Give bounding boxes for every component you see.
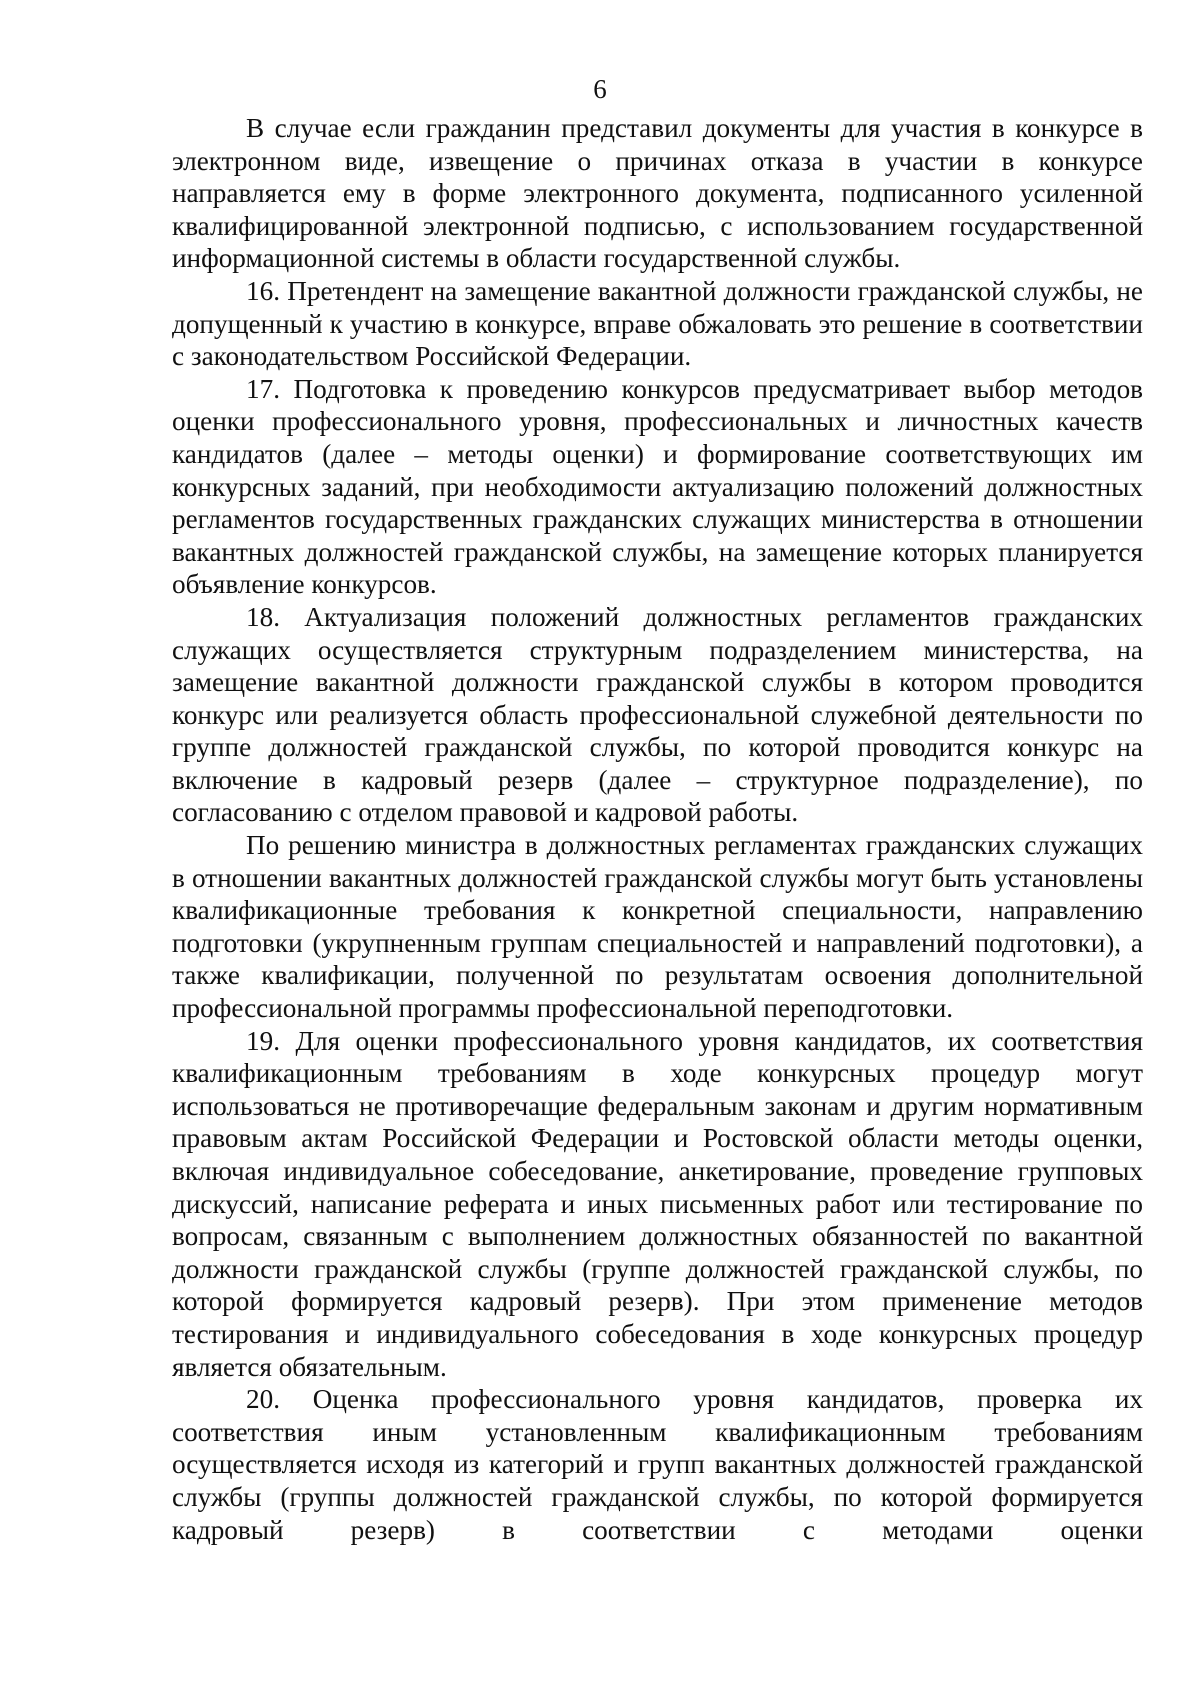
paragraph-17-preparation: 17. Подготовка к проведению конкурсов предусматривает выбор методов оценки профессионального уровня, профессиональных и личностных качеств кандидатов (далее – методы оценки) и формирование соответствующих им конкурсных заданий, при необходимости актуализацию положений должностных регламентов государственных гражданских служащих министерства в отношении вакантных должностей гражданской службы, на замещение которых планируется объявление конкурсов. <box>172 373 1143 600</box>
paragraph-18-regulations-update: 18. Актуализация положений должностных регламентов гражданских служащих осуществляется структурным подразделением министерства, на замещение вакантной должности гражданской службы в котором проводится конкурс или реализуется область профессиональной служебной деятельности по группе должностей гражданской службы, по которой проводится конкурс на включение в кадровый резерв (далее – структурное подразделение), по согласованию с отделом правовой и кадровой работы. <box>172 601 1143 828</box>
paragraph-16-appeal: 16. Претендент на замещение вакантной должности гражданской службы, не допущенный к участию в конкурсе, вправе обжаловать это решение в соответствии с законодательством Российской Федерации. <box>172 275 1143 372</box>
document-body <box>172 112 1143 1546</box>
paragraph-20-assessment: 20. Оценка профессионального уровня кандидатов, проверка их соответствия иным установленным квалификационным требованиям осуществляется исходя из категорий и групп вакантных должностей гражданской службы (группы должностей гражданской службы, по которой формируется кадровый резерв) в соответствии с методами оценки <box>172 1384 1143 1545</box>
page-number: 6 <box>593 74 607 104</box>
paragraph-minister-decision: По решению министра в должностных регламентах гражданских служащих в отношении вакантных должностей гражданской службы могут быть установлены квалификационные требования к конкретной специальности, направлению подготовки (укрупненным группам специальностей и направлений подготовки), а также квалификации, полученной по результатам освоения дополнительной профессиональной программы профессиональной переподготовки. <box>172 830 1143 1024</box>
paragraph-19-assessment-methods: 19. Для оценки профессионального уровня кандидатов, их соответствия квалификационным требованиям в ходе конкурсных процедур могут использоваться не противоречащие федеральным законам и другим нормативным правовым актам Российской Федерации и Ростовской области методы оценки, включая индивидуальное собеседование, анкетирование, проведение групповых дискуссий, написание реферата и иных письменных работ или тестирование по вопросам, связанным с выполнением должностных обязанностей по вакантной должности гражданской службы (группе должностей гражданской службы, по которой формируется кадровый резерв). При этом применение методов тестирования и индивидуального собеседования в ходе конкурсных процедур является обязательным. <box>172 1025 1143 1382</box>
paragraph-electronic-notice: В случае если гражданин представил документы для участия в конкурсе в электронном виде, извещение о причинах отказа в участии в конкурсе направляется ему в форме электронного документа, подписанного усиленной квалифицированной электронной подписью, с использованием государственной информационной системы в области государственной службы. <box>172 113 1143 274</box>
